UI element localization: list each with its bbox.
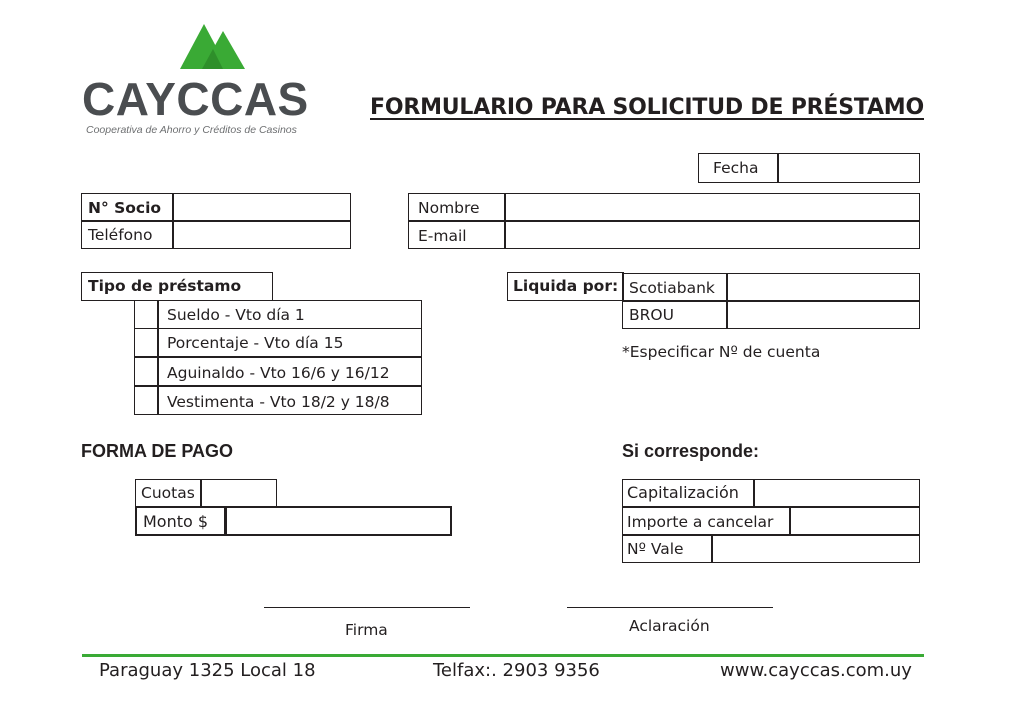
- cuenta-note: *Especificar Nº de cuenta: [622, 343, 821, 361]
- firma-label: Firma: [345, 621, 388, 639]
- vale-label: Nº Vale: [627, 540, 684, 558]
- aguinaldo-option: [157, 356, 422, 387]
- fecha-input[interactable]: [777, 153, 920, 183]
- si-corresponde-heading: Si corresponde:: [622, 441, 760, 461]
- email-label: E-mail: [418, 227, 467, 245]
- footer-website[interactable]: www.cayccas.com.uy: [720, 660, 912, 681]
- cuotas-label-cell: [135, 479, 202, 508]
- page-title: FORMULARIO PARA SOLICITUD DE PRÉSTAMO: [370, 95, 924, 120]
- liquida-label: Liquida por:: [513, 277, 619, 295]
- sueldo-checkbox[interactable]: [134, 300, 159, 329]
- porcentaje-option: [157, 328, 422, 358]
- socio-numero-label-cell: [81, 193, 174, 222]
- nombre-input[interactable]: [504, 193, 920, 222]
- forma-pago-heading: FORMA DE PAGO: [81, 441, 233, 461]
- aguinaldo-checkbox[interactable]: [134, 356, 159, 387]
- monto-input[interactable]: [224, 506, 452, 536]
- sueldo-option: [157, 300, 422, 329]
- nombre-label-cell: [408, 193, 506, 222]
- aguinaldo-option-label: Aguinaldo - Vto 16/6 y 16/12: [167, 364, 390, 382]
- socio-numero-input[interactable]: [172, 193, 351, 222]
- mountain-logo-icon: [180, 22, 246, 70]
- liquida-label-cell: [507, 272, 624, 301]
- socio-numero-label: N° Socio: [88, 199, 162, 217]
- email-label-cell: [408, 220, 506, 249]
- vestimenta-option: [157, 385, 422, 415]
- logo-name: CAYCCAS: [82, 73, 309, 125]
- aclaracion-label: Aclaración: [629, 617, 710, 635]
- sueldo-option-label: Sueldo - Vto día 1: [167, 306, 305, 324]
- vestimenta-option-label: Vestimenta - Vto 18/2 y 18/8: [167, 393, 390, 411]
- monto-label-cell: [135, 506, 227, 536]
- vale-label-cell: [622, 534, 713, 563]
- cuotas-label: Cuotas: [141, 484, 195, 502]
- capitalizacion-input[interactable]: [753, 479, 920, 508]
- brou-label-cell: [622, 300, 728, 329]
- brou-account-input[interactable]: [726, 300, 920, 329]
- tipo-prestamo-label-cell: [81, 272, 273, 301]
- footer-phone: Telfax:. 2903 9356: [433, 660, 600, 681]
- tipo-prestamo-label: Tipo de préstamo: [88, 277, 242, 295]
- footer-address: Paraguay 1325 Local 18: [99, 660, 316, 681]
- porcentaje-checkbox[interactable]: [134, 328, 159, 358]
- nombre-label: Nombre: [418, 199, 480, 217]
- cuotas-input[interactable]: [200, 479, 277, 508]
- logo-tagline: Cooperativa de Ahorro y Créditos de Casinos: [86, 124, 297, 136]
- vale-input[interactable]: [711, 534, 920, 563]
- capitalizacion-label-cell: [622, 479, 755, 508]
- importe-cancelar-label: Importe a cancelar: [627, 513, 774, 531]
- scotiabank-label: Scotiabank: [629, 279, 715, 297]
- firma-line[interactable]: [264, 607, 470, 608]
- importe-cancelar-input[interactable]: [789, 506, 920, 536]
- importe-cancelar-label-cell: [622, 506, 791, 536]
- telefono-label: Teléfono: [88, 226, 153, 244]
- vestimenta-checkbox[interactable]: [134, 385, 159, 415]
- fecha-label: Fecha: [713, 159, 759, 177]
- telefono-input[interactable]: [172, 220, 351, 249]
- footer-divider: [82, 654, 924, 657]
- aclaracion-line[interactable]: [567, 607, 773, 608]
- capitalizacion-label: Capitalización: [627, 483, 739, 502]
- scotiabank-label-cell: [622, 273, 728, 302]
- monto-label: Monto $: [143, 512, 209, 531]
- scotiabank-account-input[interactable]: [726, 273, 920, 302]
- brou-label: BROU: [629, 306, 674, 324]
- fecha-label-cell: [698, 153, 779, 183]
- telefono-label-cell: [81, 220, 174, 249]
- porcentaje-option-label: Porcentaje - Vto día 15: [167, 334, 344, 352]
- email-input[interactable]: [504, 220, 920, 249]
